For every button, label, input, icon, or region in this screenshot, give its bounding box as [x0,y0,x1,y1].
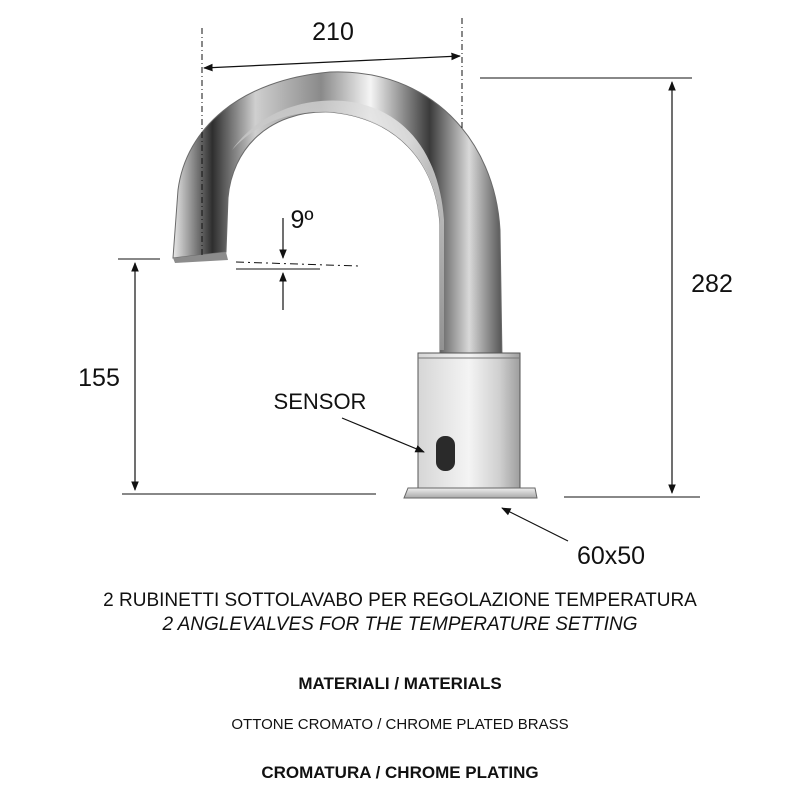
base-value: 60x50 [576,542,646,570]
sensor-body [418,353,520,488]
height-value: 282 [691,270,733,298]
width-value: 210 [312,18,354,46]
spout-inner-face [232,101,444,350]
materials-title: MATERIALI / MATERIALS [298,674,502,693]
plating-title: CROMATURA / CHROME PLATING [261,763,539,782]
angle-value: 9º [290,206,314,234]
outlet-height-value: 155 [78,364,120,392]
base-plate [404,488,537,498]
sensor-label: SENSOR [273,389,367,414]
faucet [173,72,537,498]
sensor-callout [274,389,424,452]
spout [173,72,502,358]
sensor-window [436,436,455,471]
materials-value: OTTONE CROMATO / CHROME PLATED BRASS [231,716,569,733]
outlet-height-dimension [78,259,376,494]
angle-dimension [236,206,358,310]
base-dimension [502,508,645,570]
caption-italian: 2 RUBINETTI SOTTOLAVABO PER REGOLAZIONE TEMPERATURA [103,590,697,611]
caption-english: 2 ANGLEVALVES FOR THE TEMPERATURE SETTING [162,614,638,635]
